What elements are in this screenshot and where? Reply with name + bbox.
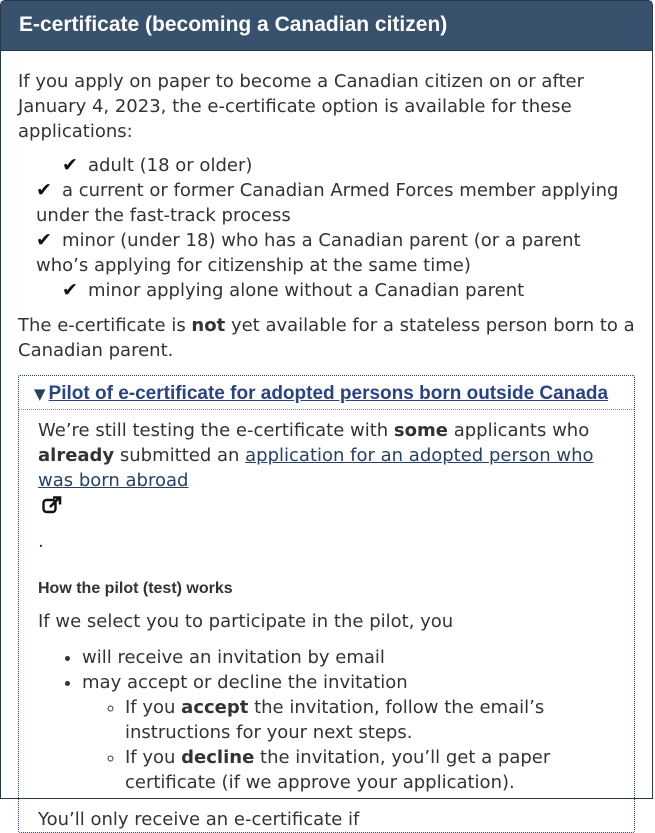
- panel-body: [1, 51, 652, 833]
- panel-title: E-certificate (becoming a Canadian citizen): [1, 1, 652, 51]
- pilot-steps-list: [38, 645, 615, 795]
- list-item: [82, 670, 615, 795]
- step-text: may accept or decline the invitation: [82, 672, 408, 693]
- checkmark-icon: ✔: [62, 279, 78, 301]
- paragraph-text: We’re still testing the e-certificate with: [38, 420, 394, 441]
- note-text: The e-certificate is: [18, 315, 192, 336]
- checkmark-icon: ✔: [36, 229, 52, 251]
- emphasis-text: some: [393, 420, 448, 441]
- eligible-item-text: a current or former Canadian Armed Forces member applying under the fast-track process: [36, 180, 619, 226]
- emphasis-text: decline: [181, 747, 255, 768]
- pilot-substeps-list: [82, 695, 615, 795]
- substep-text: the invitation, follow the email’s instructions for your next steps.: [125, 697, 545, 743]
- only-if-paragraph: You’ll only receive an e-certificate if: [38, 809, 360, 830]
- emphasis-text: already: [38, 445, 115, 466]
- note-emphasis: not: [191, 315, 226, 336]
- list-item: [62, 153, 635, 178]
- list-item: [36, 228, 635, 278]
- not-available-note: [18, 313, 635, 363]
- emphasis-text: accept: [181, 697, 249, 718]
- eligible-list: [18, 153, 635, 303]
- pilot-summary-label: Pilot of e-certificate for adopted persons born outside Canada: [48, 383, 609, 404]
- pilot-details: [18, 375, 635, 833]
- list-item: [125, 745, 615, 795]
- paragraph-text: submitted an: [114, 445, 246, 466]
- eligible-item-text: minor (under 18) who has a Canadian parent (or a parent who’s applying for citizenship at the same time): [36, 230, 581, 276]
- paragraph-text: applicants who: [447, 420, 590, 441]
- period-text: .: [38, 531, 44, 552]
- eligible-item-text: adult (18 or older): [88, 155, 253, 176]
- pilot-details-body: [19, 410, 634, 832]
- intro-paragraph: If you apply on paper to become a Canadian citizen on or after January 4, 2023, the e-certificate option is available for these applications:: [18, 71, 585, 142]
- eligible-item-text: minor applying alone without a Canadian parent: [88, 280, 525, 301]
- adopted-person-application-link[interactable]: application for an adopted person who was born abroad: [38, 445, 594, 491]
- substep-text: the invitation, you’ll get a paper certificate (if we approve your application).: [125, 747, 551, 793]
- how-pilot-works-heading: How the pilot (test) works: [38, 580, 233, 597]
- substep-text: If you: [125, 697, 182, 718]
- expand-triangle-icon: ▼: [34, 385, 46, 403]
- list-item: [62, 278, 635, 303]
- checkmark-icon: ✔: [36, 179, 52, 201]
- list-item: [36, 178, 635, 228]
- external-link-icon[interactable]: [42, 496, 62, 521]
- pilot-testing-paragraph: [38, 418, 615, 521]
- checkmark-icon: ✔: [62, 154, 78, 176]
- pilot-summary-toggle[interactable]: [19, 376, 634, 410]
- list-item: • will receive an invitation by email: [82, 645, 615, 670]
- select-paragraph: If we select you to participate in the pilot, you: [38, 611, 454, 632]
- note-text: yet available for a stateless person born to a Canadian parent.: [18, 315, 635, 361]
- substep-text: If you: [125, 747, 182, 768]
- list-item: [125, 695, 615, 745]
